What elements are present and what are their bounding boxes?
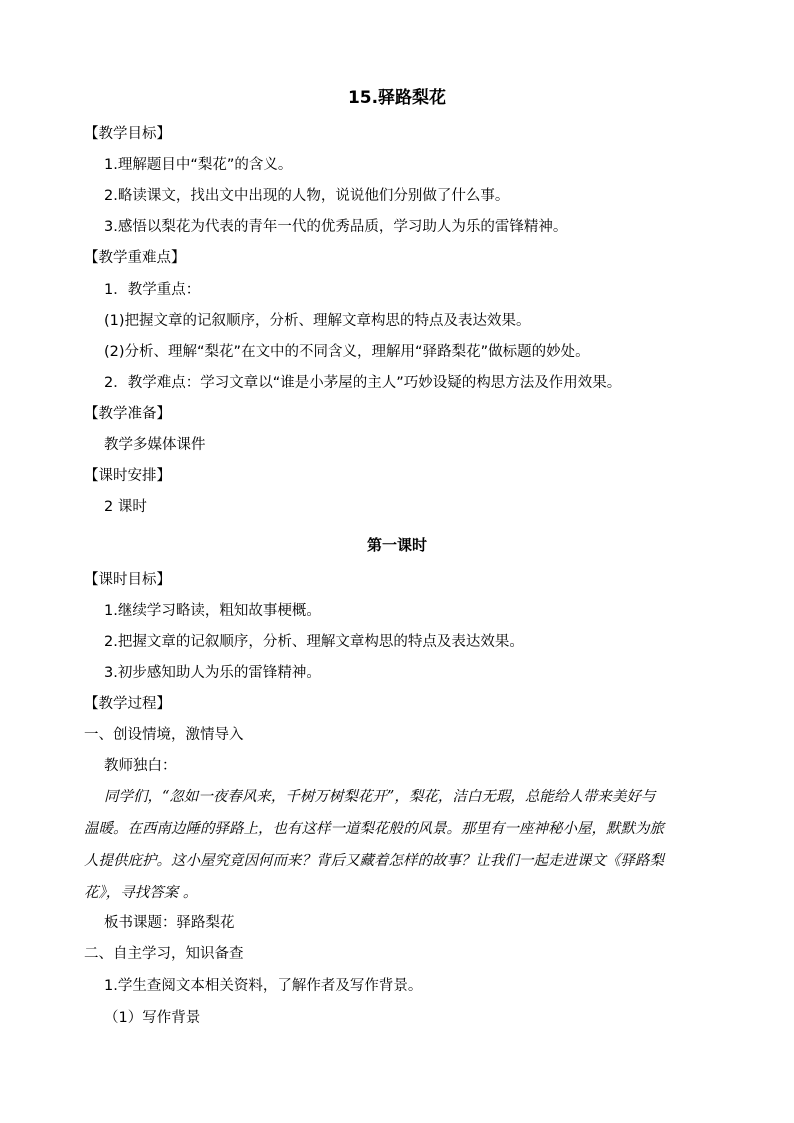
- monologue-line-4: 花》，寻找答案 。: [84, 885, 198, 901]
- monologue-line-3: 人提供庇护。这小屋究竟因何而来？背后又藏着怎样的故事？让我们一起走进课文《驿路梨: [84, 853, 664, 869]
- lesson-goal-1: 1.继续学习略读，粗知故事梗概。: [104, 603, 321, 619]
- study-item-1: 1.学生查阅文本相关资料，了解作者及写作背景。: [104, 978, 423, 994]
- lesson-goal-3: 3.初步感知助人为乐的雷锋精神。: [104, 665, 321, 681]
- teacher-monologue-label: 教师独白：: [104, 758, 177, 774]
- goal-item-1: 1.理解题目中“梨花”的含义。: [104, 157, 293, 173]
- section-heading-preparation: 【教学准备】: [84, 406, 171, 422]
- lesson-title: 第一课时: [366, 536, 427, 554]
- lesson-goal-2: 2.把握文章的记叙顺序，分析、理解文章构思的特点及表达效果。: [104, 634, 524, 650]
- section-heading-goals: 【教学目标】: [84, 126, 171, 142]
- goal-item-3: 3.感悟以梨花为代表的青年一代的优秀品质，学习助人为乐的雷锋精神。: [104, 219, 568, 235]
- step-heading-2: 二、自主学习，知识备查: [84, 946, 244, 962]
- document-title: 15.驿路梨花: [347, 88, 447, 108]
- study-item-1a: （1）写作背景: [104, 1010, 201, 1026]
- section-heading-key-points: 【教学重难点】: [84, 250, 186, 266]
- key-point-1a: (1)把握文章的记叙顺序，分析、理解文章构思的特点及表达效果。: [104, 313, 531, 329]
- monologue-line-1: 同学们，“忽如一夜春风来，千树万树梨花开”，梨花，洁白无瑕，总能给人带来美好与: [104, 789, 656, 805]
- monologue-line-2: 温暖。在西南边陲的驿路上，也有这样一道梨花般的风景。那里有一座神秘小屋，默默为旅: [84, 821, 664, 837]
- section-heading-lesson-goals: 【课时目标】: [84, 572, 171, 588]
- schedule-item: 2 课时: [104, 499, 147, 515]
- key-point-1b: (2)分析、理解“梨花”在文中的不同含义，理解用“驿路梨花”做标题的妙处。: [104, 344, 590, 360]
- board-title: 板书课题：驿路梨花: [104, 915, 235, 931]
- key-point-1: 1．教学重点：: [104, 282, 201, 298]
- key-point-2: 2．教学难点：学习文章以“谁是小茅屋的主人”巧妙设疑的构思方法及作用效果。: [104, 375, 622, 391]
- preparation-item: 教学多媒体课件: [104, 437, 206, 453]
- section-heading-process: 【教学过程】: [84, 696, 171, 712]
- goal-item-2: 2.略读课文，找出文中出现的人物，说说他们分别做了什么事。: [104, 188, 510, 204]
- section-heading-schedule: 【课时安排】: [84, 468, 171, 484]
- step-heading-1: 一、创设情境，激情导入: [84, 727, 244, 743]
